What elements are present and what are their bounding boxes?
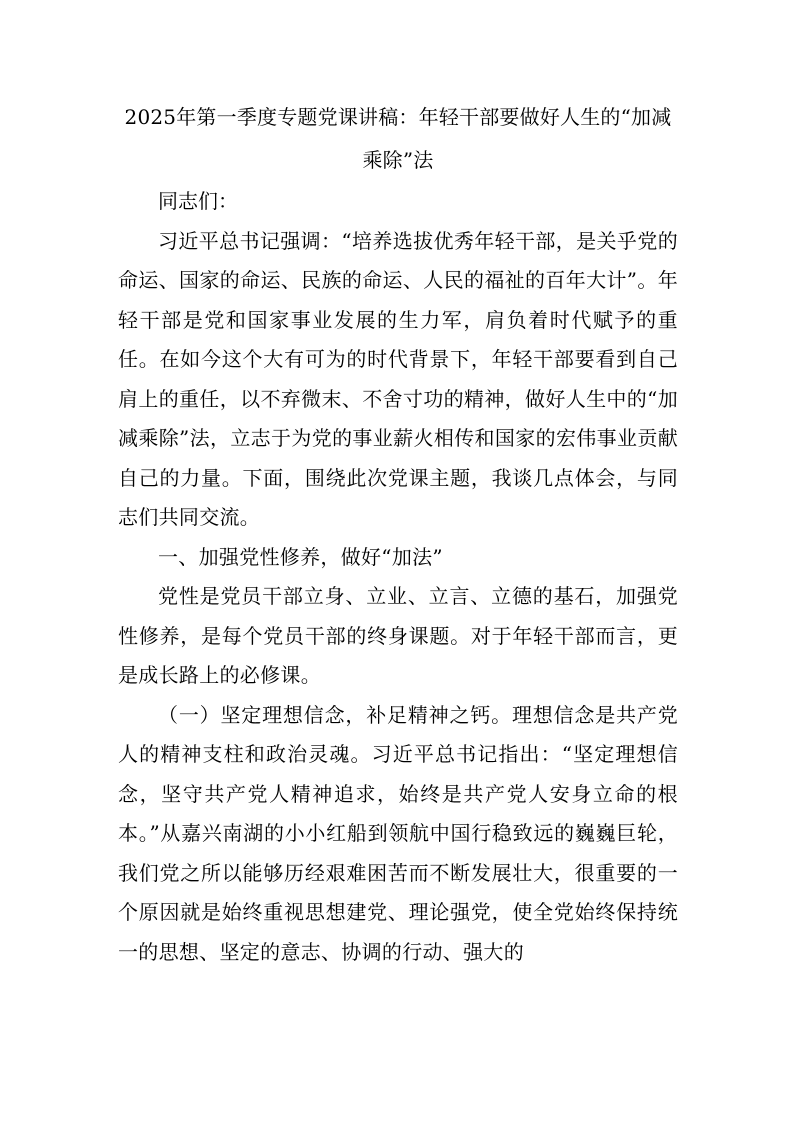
intro-paragraph: 习近平总书记强调：“培养选拔优秀年轻干部，是关乎党的命运、国家的命运、民族的命运、人民的福祉的百年大计”。年轻干部是党和国家事业发展的生力军，肩负着时代赋予的重任。在如今这个大有可为的时代背景下，年轻干部要看到自己肩上的重任，以不弃微末、不舍寸功的精神，做好人生中的“加减乘除”法，立志于为党的事业薪火相传和国家的宏伟事业贡献自己的力量。下面，围绕此次党课主题，我谈几点体会，与同志们共同交流。: [118, 228, 678, 529]
section-paragraph-1: 党性是党员干部立身、立业、立言、立德的基石，加强党性修养，是每个党员干部的终身课题。对于年轻干部而言，更是成长路上的必修课。: [118, 584, 678, 687]
greeting: 同志们：: [158, 189, 238, 213]
document-body: [118, 96, 678, 972]
section-paragraph-2: （一）坚定理想信念，补足精神之钙。理想信念是共产党人的精神支柱和政治灵魂。习近平总书记指出：“坚定理想信念，坚守共产党人精神追求，始终是共产党人安身立命的根本。”从嘉兴南湖的小小红船到领航中国行稳致远的巍巍巨轮，我们党之所以能够历经艰难困苦而不断发展壮大，很重要的一个原因就是始终重视思想建党、理论强党，使全党始终保持统一的思想、坚定的意志、协调的行动、强大的: [118, 702, 678, 964]
document-title: 2025年第一季度专题党课讲稿：年轻干部要做好人生的“加减乘除”法: [124, 105, 672, 172]
section-heading: 一、加强党性修养，做好“加法”: [158, 544, 443, 569]
